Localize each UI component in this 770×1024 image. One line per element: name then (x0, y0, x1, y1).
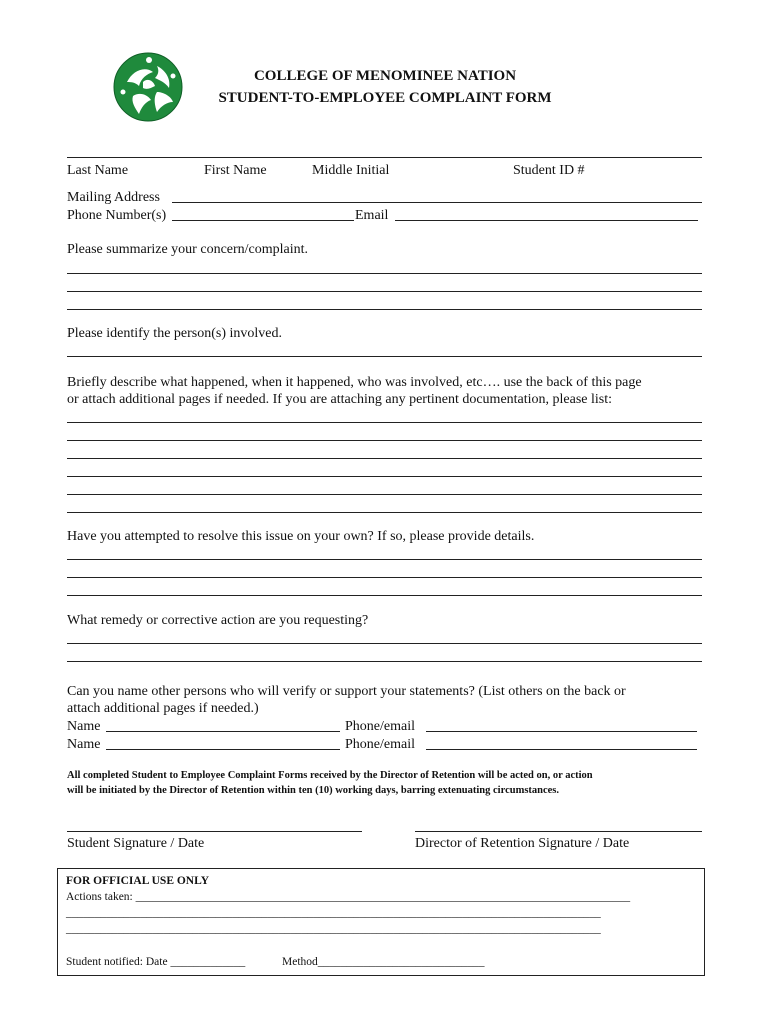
describe-question-line1: Briefly describe what happened, when it happened, who was involved, etc…. use the back of this page (67, 375, 642, 390)
resolve-question: Have you attempted to resolve this issue on your own? If so, please provide details. (67, 529, 535, 544)
official-use-box (57, 868, 705, 976)
witness-name-field[interactable] (106, 731, 340, 732)
first-name-label: First Name (204, 163, 267, 178)
mailing-address-label: Mailing Address (67, 190, 160, 205)
remedy-line[interactable] (67, 643, 702, 644)
summary-line[interactable] (67, 309, 702, 310)
actions-line[interactable]: _____________________________________________________________________________________________ (66, 923, 601, 935)
describe-question-line2: or attach additional pages if needed. If you are attaching any pertinent documentation, please list: (67, 392, 613, 407)
notice-line1: All completed Student to Employee Complaint Forms received by the Director of Retention will be acted on, or action (67, 770, 593, 781)
witness-phone-label: Phone/email (345, 737, 415, 752)
actions-line[interactable]: _____________________________________________________________________________________________ (66, 907, 601, 919)
official-use-heading: FOR OFFICIAL USE ONLY (66, 875, 210, 887)
phone-number-field[interactable] (172, 220, 354, 221)
college-seal-logo (113, 52, 183, 122)
describe-line[interactable] (67, 512, 702, 513)
witness-name-field[interactable] (106, 749, 340, 750)
describe-line[interactable] (67, 422, 702, 423)
notified-date-field[interactable]: Student notified: Date _____________ (66, 956, 246, 968)
resolve-line[interactable] (67, 595, 702, 596)
persons-question: Please identify the person(s) involved. (67, 326, 283, 341)
remedy-line[interactable] (67, 661, 702, 662)
witness-name-label: Name (67, 737, 101, 752)
notice-line2: will be initiated by the Director of Retention within ten (10) working days, barring extenuating circumstances. (67, 785, 560, 796)
phone-number-label: Phone Number(s) (67, 208, 167, 223)
email-field[interactable] (395, 220, 698, 221)
witness-name-label: Name (67, 719, 101, 734)
student-id-label: Student ID # (513, 163, 585, 178)
actions-taken-field[interactable]: Actions taken: ______________________________________________________________________________________ (66, 891, 631, 903)
describe-line[interactable] (67, 458, 702, 459)
mailing-address-field[interactable] (172, 202, 702, 203)
persons-line[interactable] (67, 356, 702, 357)
describe-line[interactable] (67, 494, 702, 495)
student-signature-label: Student Signature / Date (67, 836, 205, 851)
witness-question-line2: attach additional pages if needed.) (67, 701, 259, 716)
student-signature-field[interactable] (67, 831, 362, 832)
summary-line[interactable] (67, 291, 702, 292)
witness-phone-field[interactable] (426, 731, 697, 732)
resolve-line[interactable] (67, 577, 702, 578)
witness-question-line1: Can you name other persons who will verify or support your statements? (List others on the back or (67, 684, 626, 699)
director-signature-label: Director of Retention Signature / Date (415, 836, 630, 851)
email-label: Email (355, 208, 389, 223)
resolve-line[interactable] (67, 559, 702, 560)
summary-line[interactable] (67, 273, 702, 274)
form-title: STUDENT-TO-EMPLOYEE COMPLAINT FORM (218, 90, 552, 106)
witness-phone-label: Phone/email (345, 719, 415, 734)
summary-question: Please summarize your concern/complaint. (67, 242, 309, 257)
name-line[interactable] (67, 157, 702, 158)
describe-line[interactable] (67, 476, 702, 477)
org-name: COLLEGE OF MENOMINEE NATION (253, 68, 517, 84)
notified-method-field[interactable]: Method_____________________________ (282, 956, 485, 968)
director-signature-field[interactable] (415, 831, 702, 832)
last-name-label: Last Name (67, 163, 129, 178)
witness-phone-field[interactable] (426, 749, 697, 750)
remedy-question: What remedy or corrective action are you requesting? (67, 613, 369, 628)
middle-initial-label: Middle Initial (312, 163, 390, 178)
describe-line[interactable] (67, 440, 702, 441)
